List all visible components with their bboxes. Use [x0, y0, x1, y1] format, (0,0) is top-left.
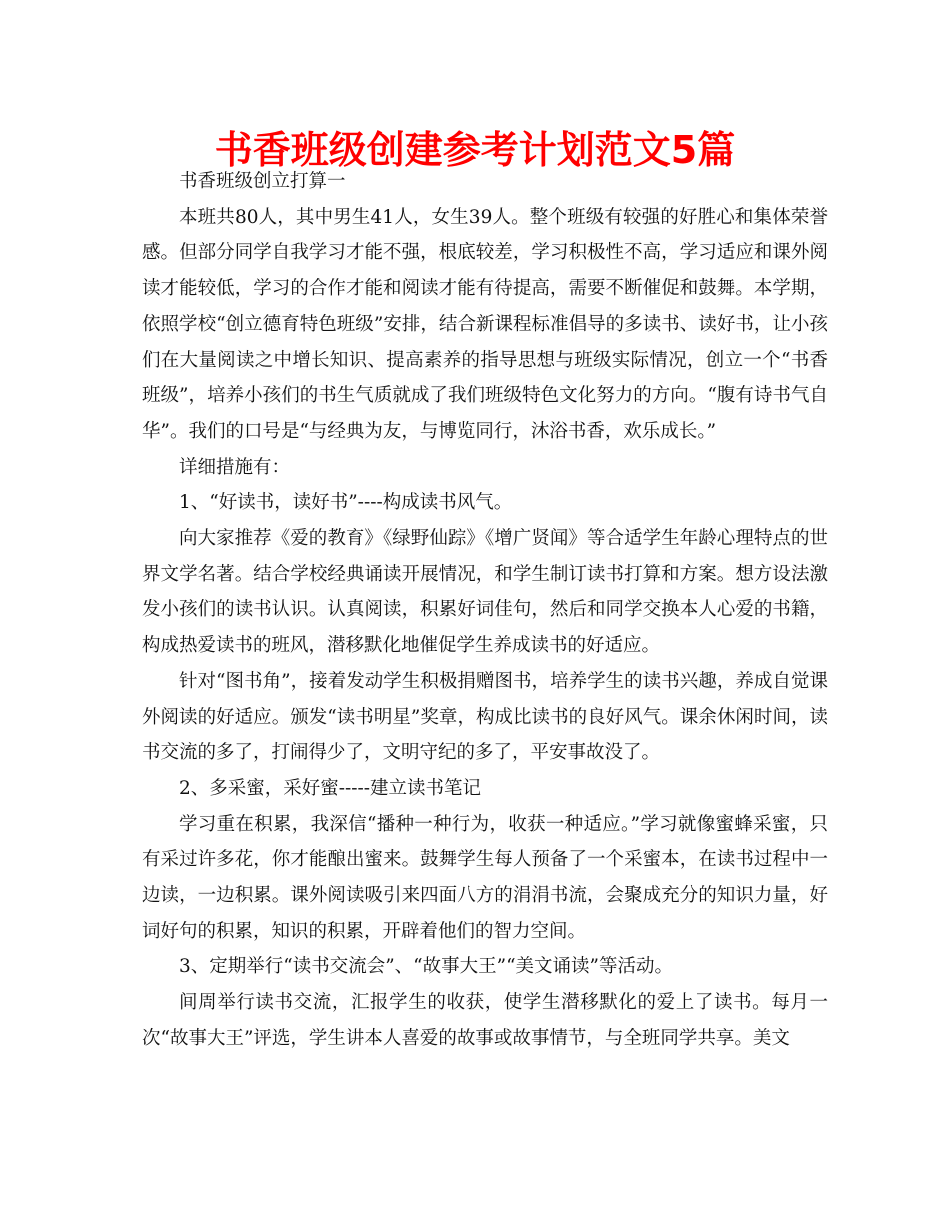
paragraph-measure-3-heading: 3、定期举行“读书交流会”、“故事大王”“美文诵读”等活动。 — [179, 956, 674, 978]
paragraph-book-corner: 针对“图书角”，接着发动学生积极捐赠图书，培养学生的读书兴趣，养成自觉课外阅读的好适应。颁发“读书明星”奖章，构成比读书的良好风气。课余休闲时间，读书交流的多了，打闹得少了，文明守纪的多了，平安事故没了。 — [142, 670, 828, 764]
page-title: 书香班级创建参考计划范文5篇 — [214, 128, 736, 172]
paragraph-section-heading: 书香班级创立打算一 — [179, 171, 346, 192]
paragraph-measure-3-body: 间周举行读书交流，汇报学生的收获，使学生潜移默化的爱上了读书。每月一次“故事大王”评选，学生讲本人喜爱的故事或故事情节，与全班同学共享。美文 — [142, 992, 828, 1049]
document-body — [142, 164, 828, 1057]
paragraph-measure-1-body: 向大家推荐《爱的教育》《绿野仙踪》《增广贤闻》等合适学生年龄心理特点的世界文学名著。结合学校经典诵读开展情况，和学生制订读书打算和方案。想方设法激发小孩们的读书认识。认真阅读，积累好词佳句，然后和同学交换本人心爱的书籍，构成热爱读书的班风，潜移默化地催促学生养成读书的好适应。 — [142, 528, 828, 657]
paragraph-measure-1-heading: 1、“好读书，读好书”----构成读书风气。 — [179, 492, 513, 514]
paragraph-measure-2-heading: 2、多采蜜，采好蜜-----建立读书笔记 — [179, 777, 482, 799]
paragraph-class-overview: 本班共80人，其中男生41人，女生39人。整个班级有较强的好胜心和集体荣誉感。但部分同学自我学习才能不强，根底较差，学习积极性不高，学习适应和课外阅读才能较低，学习的合作才能和阅读才能有待提高，需要不断催促和鼓舞。本学期，依照学校“创立德育特色班级”安排，结合新课程标准倡导的多读书、读好书，让小孩们在大量阅读之中增长知识、提高素养的指导思想与班级实际情况，创立一个“书香班级”，培养小孩们的书生气质就成了我们班级特色文化努力的方向。“腹有诗书气自华”。我们的口号是“与经典为友，与博览同行，沐浴书香，欢乐成长。” — [142, 206, 828, 442]
paragraph-measure-2-body: 学习重在积累，我深信“播种一种行为，收获一种适应。”学习就像蜜蜂采蜜，只有采过许多花，你才能酿出蜜来。鼓舞学生每人预备了一个采蜜本，在读书过程中一边读，一边积累。课外阅读吸引来四面八方的涓涓书流，会聚成充分的知识力量，好词好句的积累，知识的积累，开辟着他们的智力空间。 — [142, 813, 828, 942]
paragraph-measures-heading: 详细措施有： — [179, 456, 291, 478]
